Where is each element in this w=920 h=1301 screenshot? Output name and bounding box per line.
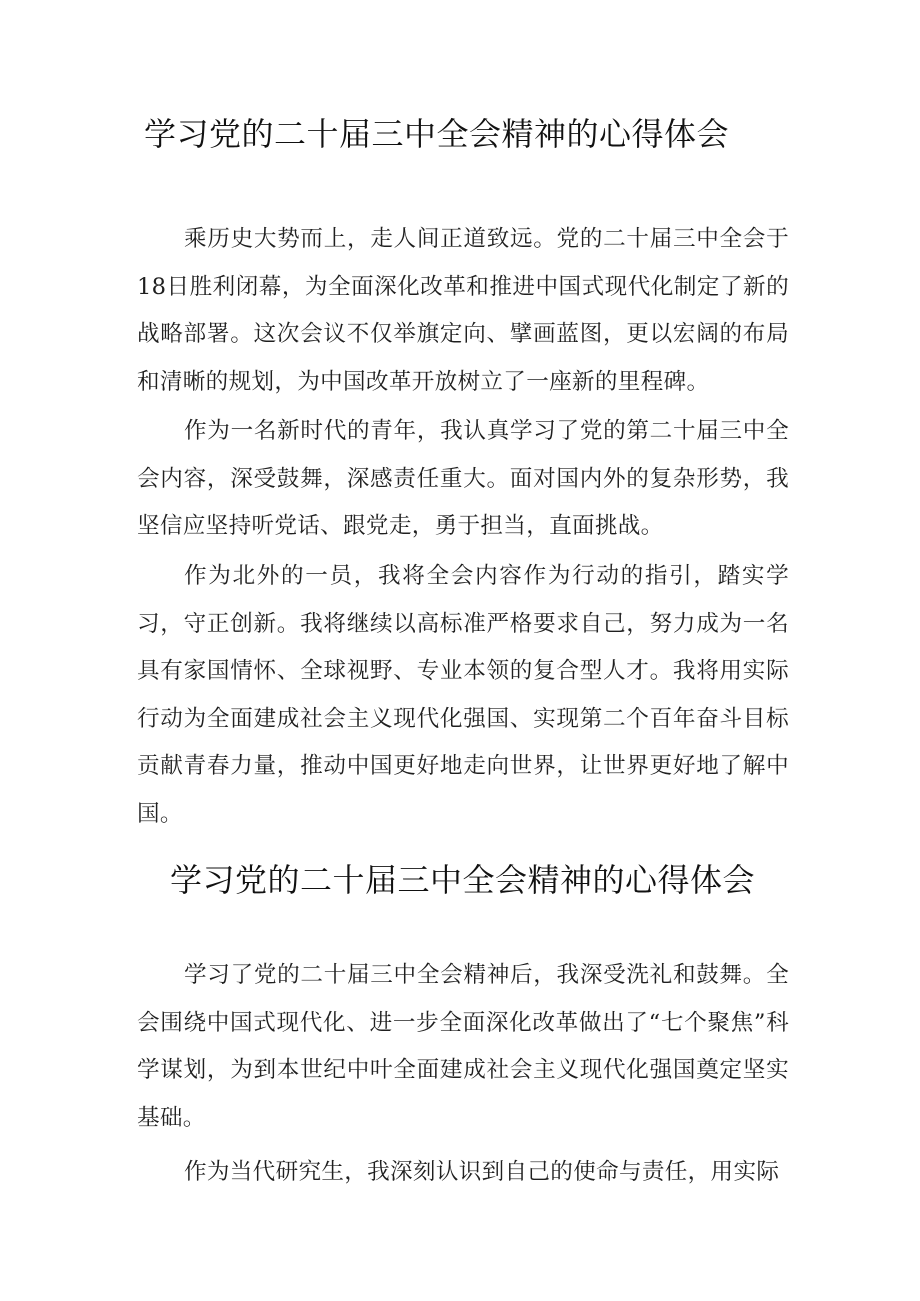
article-2-paragraph-1: 学习了党的二十届三中全会精神后，我深受洗礼和鼓舞。全会围绕中国式现代化、进一步全面深化改革做出了“七个聚焦”科学谋划，为到本世纪中叶全面建成社会主义现代化强国奠定坚实基础。 <box>137 962 789 1131</box>
article-2-paragraph-2: 作为当代研究生，我深刻认识到自己的使命与责任，用实际 <box>184 1159 780 1185</box>
article-2-title: 学习党的二十届三中全会精神的心得体会 <box>170 861 756 899</box>
article-1-paragraph-3: 作为北外的一员，我将全会内容作为行动的指引，踏实学习，守正创新。我将继续以高标准严格要求自己，努力成为一名具有家国情怀、全球视野、专业本领的复合型人才。我将用实际行动为全面建成社会主义现代化强国、实现第二个百年奋斗目标贡献青春力量，推动中国更好地走向世界，让世界更好地了解中国。 <box>137 563 789 827</box>
article-1-paragraph-1: 乘历史大势而上，走人间正道致远。党的二十届三中全会于18日胜利闭幕，为全面深化改革和推进中国式现代化制定了新的战略部署。这次会议不仅举旗定向、擘画蓝图，更以宏阔的布局和清晰的规划，为中国改革开放树立了一座新的里程碑。 <box>137 226 789 395</box>
article-1-title: 学习党的二十届三中全会精神的心得体会 <box>144 115 730 153</box>
article-1-paragraph-2: 作为一名新时代的青年，我认真学习了党的第二十届三中全会内容，深受鼓舞，深感责任重大。面对国内外的复杂形势，我坚信应坚持听党话、跟党走，勇于担当，直面挑战。 <box>137 418 789 539</box>
